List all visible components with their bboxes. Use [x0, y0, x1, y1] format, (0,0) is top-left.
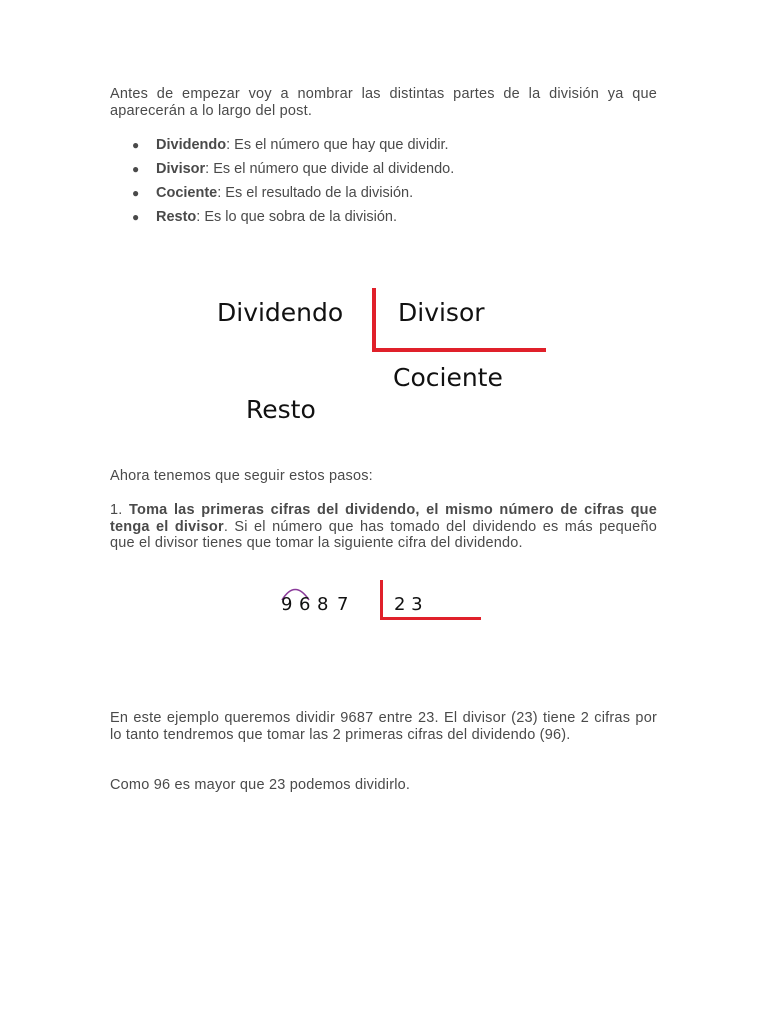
list-item	[110, 184, 650, 208]
division-parts-list	[110, 136, 650, 232]
dividend-digit: 9	[281, 594, 293, 615]
term-divisor: Divisor	[156, 161, 206, 177]
example-bracket-horizontal	[380, 617, 481, 620]
dividend-digit: 7	[337, 594, 349, 615]
step-1-bold: Toma las primeras cifras del dividendo, el mismo número de cifras que tenga el divisor	[110, 502, 657, 535]
step-1-paragraph	[110, 502, 657, 552]
conclusion-paragraph: Como 96 es mayor que 23 podemos dividirlo.	[110, 777, 411, 793]
step-number: 1.	[110, 502, 123, 518]
term-cociente: Cociente	[156, 185, 218, 201]
example-bracket-vertical	[380, 580, 383, 620]
list-item	[110, 208, 650, 232]
dividend-digit: 6	[299, 594, 311, 615]
list-item	[110, 136, 650, 160]
division-bracket-vertical	[372, 288, 376, 352]
diagram-remainder-label: Resto	[246, 395, 316, 424]
term-description: : Es lo que sobra de la división.	[196, 209, 397, 225]
steps-intro: Ahora tenemos que seguir estos pasos:	[110, 468, 373, 484]
example-division-diagram	[270, 570, 500, 680]
bullet-icon: ●	[132, 210, 140, 224]
intro-paragraph: Antes de empezar voy a nombrar las distintas partes de la división ya que aparecerán a lo largo del post.	[110, 86, 657, 119]
diagram-dividend-label: Dividendo	[217, 298, 344, 327]
example-divisor: 2 3	[394, 594, 423, 615]
diagram-divisor-label: Divisor	[398, 298, 485, 327]
bullet-icon: ●	[132, 186, 140, 200]
term-description: : Es el número que hay que dividir.	[226, 137, 449, 153]
step-1-rest: . Si el número que has tomado del dividendo es más pequeño que el divisor tienes que tomar la siguiente cifra del dividendo.	[110, 518, 657, 551]
division-bracket-horizontal	[372, 348, 546, 352]
term-dividendo: Dividendo	[156, 137, 227, 153]
list-item	[110, 160, 650, 184]
term-resto: Resto	[156, 209, 197, 225]
term-description: : Es el número que divide al dividendo.	[205, 161, 455, 177]
diagram-quotient-label: Cociente	[393, 363, 503, 392]
division-parts-diagram	[200, 280, 560, 440]
dividend-digit: 8	[317, 594, 329, 615]
bullet-icon: ●	[132, 138, 140, 152]
term-description: : Es el resultado de la división.	[217, 185, 414, 201]
example-paragraph: En este ejemplo queremos dividir 9687 entre 23. El divisor (23) tiene 2 cifras por lo tanto tendremos que tomar las 2 primeras cifras del dividendo (96).	[110, 710, 657, 743]
bullet-icon: ●	[132, 162, 140, 176]
